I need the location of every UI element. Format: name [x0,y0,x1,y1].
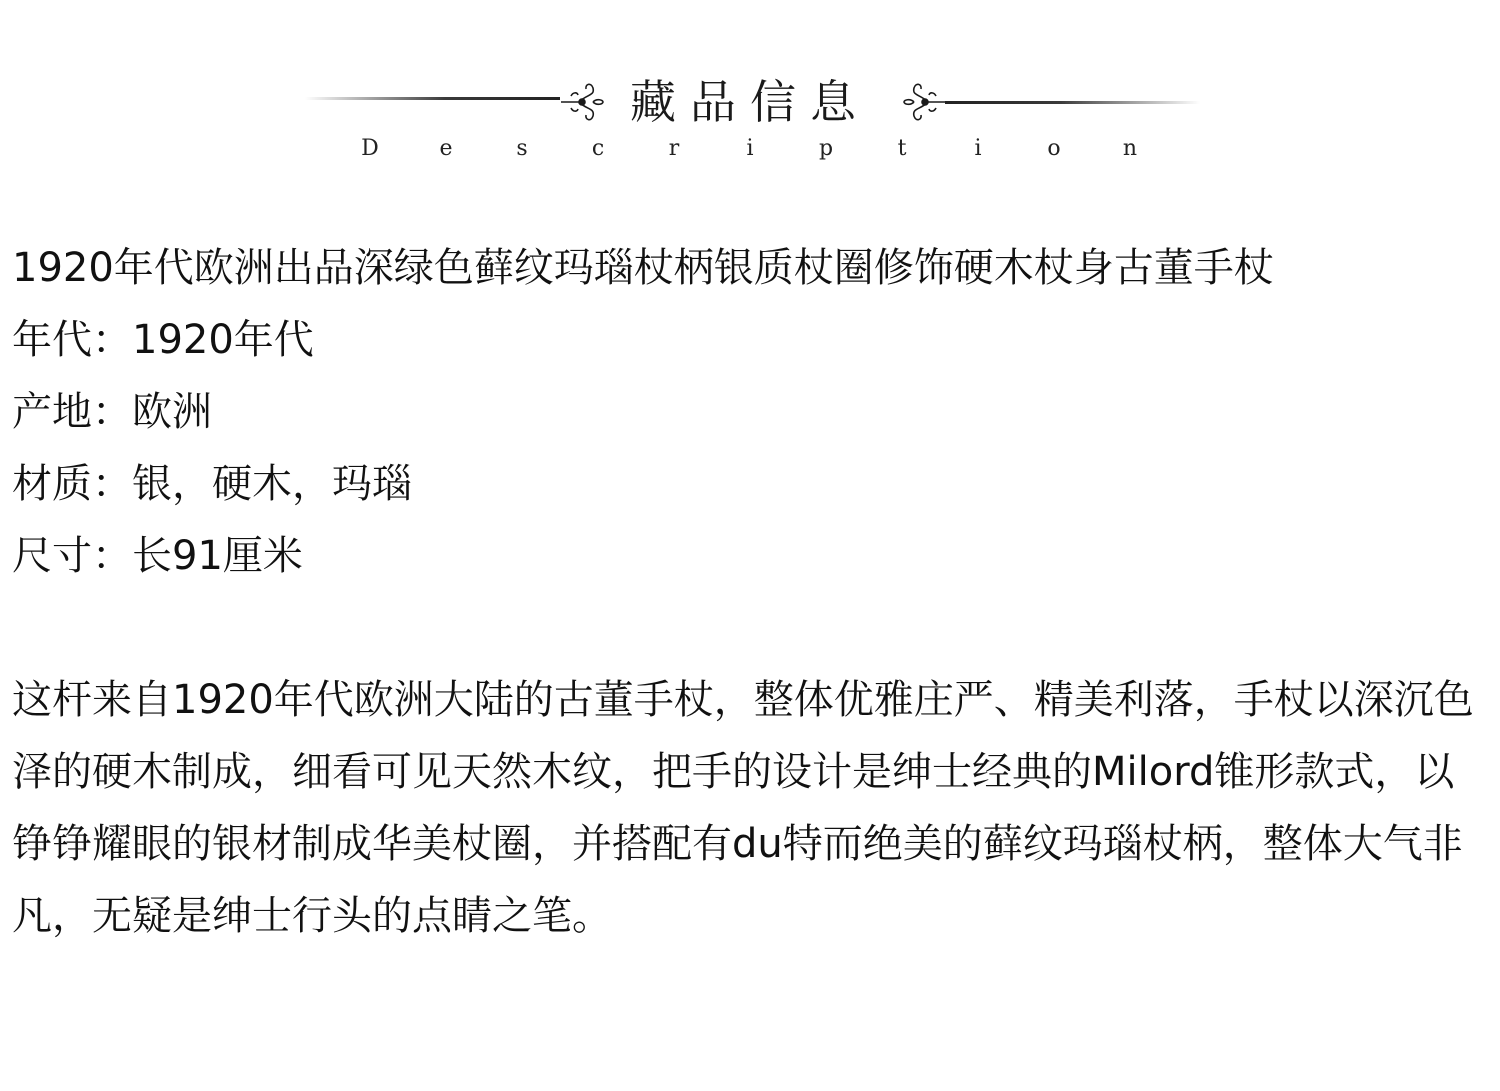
section-subtitle [360,135,1140,163]
subtitle-letter: i [974,136,982,161]
subtitle-letter: p [818,136,834,161]
subtitle-letter: i [746,136,754,161]
header-divider-right [945,101,1200,104]
subtitle-letter: e [439,136,453,161]
spec-value: 银，硬木，玛瑙 [132,461,412,507]
spec-size [12,520,1490,592]
section-title: 藏品信息 [630,75,870,129]
item-title: 1920年代欧洲出品深绿色藓纹玛瑙杖柄银质杖圈修饰硬木杖身古董手杖 [12,245,1274,291]
paragraph-spacer [12,592,1490,664]
spec-label: 尺寸： [12,533,132,579]
subtitle-letter: c [591,136,605,161]
flourish-ornament-icon [900,74,950,130]
spec-value: 长91厘米 [132,533,303,579]
spec-label: 年代： [12,317,132,363]
item-description: 这杆来自1920年代欧洲大陆的古董手杖，整体优雅庄严、精美利落，手杖以深沉色泽的硬木制成，细看可见天然木纹，把手的设计是绅士经典的Milord锥形款式，以铮铮耀眼的银材制成华美杖圈，并搭配有du特而绝美的藓纹玛瑙杖柄，整体大气非凡，无疑是绅士行头的点睛之笔。 [12,677,1474,939]
subtitle-letter: D [361,136,379,161]
subtitle-letter: t [897,136,907,161]
item-details [12,233,1490,952]
subtitle-letter: s [516,136,528,161]
subtitle-letter: o [1047,136,1061,161]
spec-label: 产地： [12,389,132,435]
spec-label: 材质： [12,461,132,507]
spec-value: 欧洲 [132,389,212,435]
spec-era [12,304,1490,376]
header-divider-left [305,97,560,100]
spec-value: 1920年代 [132,317,314,363]
subtitle-letter: r [668,136,680,161]
description-header [0,0,1500,175]
subtitle-letter: n [1122,136,1138,161]
spec-origin [12,376,1490,448]
spec-material [12,448,1490,520]
flourish-ornament-icon [557,74,607,130]
